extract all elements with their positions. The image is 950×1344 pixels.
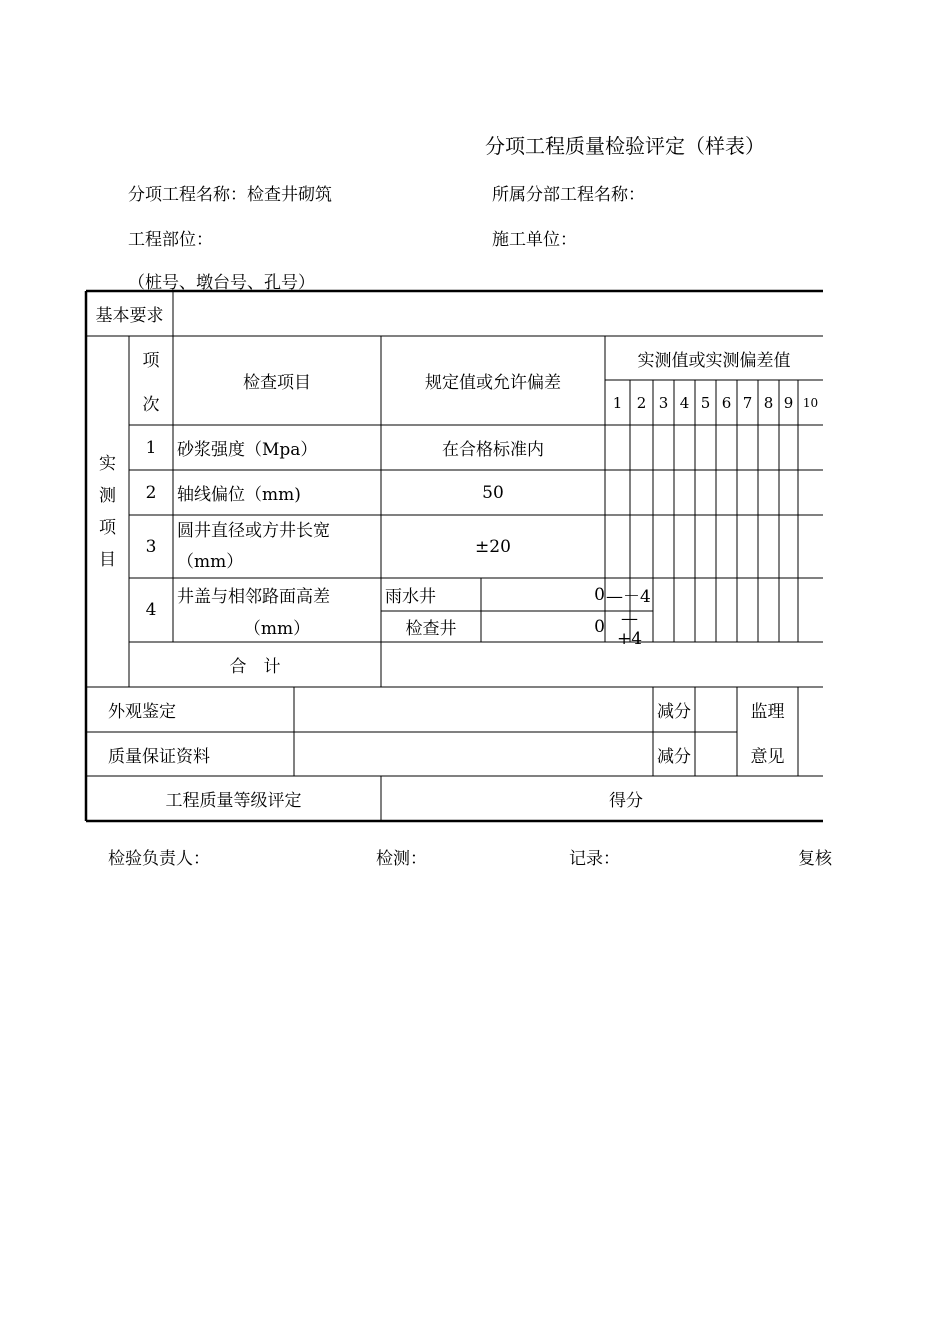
col-seq-top: 项 (142, 351, 160, 371)
sub-item-val-a: 0 (594, 584, 605, 605)
sub-item-val-b: —－4 (606, 587, 651, 607)
footer-inspector: 检验负责人： (108, 849, 210, 869)
deduct-label: 减分 (657, 746, 691, 767)
measured-items-label (86, 336, 129, 687)
measure-num: 9 (783, 393, 794, 412)
sub-item-val-b: — +4 (616, 609, 655, 649)
footer-tester: 检测： (376, 849, 427, 869)
sub-item-name: 雨水井 (385, 587, 436, 607)
row-spec: ±20 (475, 536, 511, 557)
project-name: 分项工程名称：检查井砌筑 (128, 185, 332, 205)
score-label: 得分 (609, 791, 643, 811)
supervision-label: 监理 (750, 702, 785, 722)
measure-num: 7 (742, 393, 753, 412)
measure-num: 1 (612, 393, 623, 412)
measure-num: 8 (763, 393, 774, 412)
row-seq: 4 (145, 600, 157, 620)
row-spec: 在合格标准内 (442, 440, 544, 460)
measure-num: 4 (679, 393, 690, 412)
row-seq: 3 (145, 536, 157, 557)
measured-char-2: 测 (99, 485, 116, 506)
row-item-line1: 圆井直径或方井长宽 (177, 520, 330, 541)
col-seq-bottom: 次 (142, 395, 160, 415)
measure-num: 6 (721, 393, 732, 412)
row-item: 轴线偏位（mm) (177, 485, 301, 505)
sub-item-val-a: 0 (594, 616, 605, 637)
work-location: 工程部位： (128, 230, 213, 250)
sub-item-name: 检查井 (405, 619, 457, 639)
basic-requirements-label: 基本要求 (95, 306, 164, 326)
page-title: 分项工程质量检验评定（样表） (485, 134, 765, 158)
measure-num: 5 (700, 393, 711, 412)
measure-num: 3 (658, 393, 669, 412)
row-item-line2: （mm） (243, 619, 311, 639)
station-note: （桩号、墩台号、孔号） (128, 273, 315, 293)
row-item: 砂浆强度（Mpa） (177, 440, 318, 460)
col-item-header: 检查项目 (243, 373, 311, 393)
grade-label: 工程质量等级评定 (165, 791, 302, 811)
row-spec: 50 (482, 482, 504, 503)
quality-docs-label: 质量保证资料 (108, 746, 210, 767)
row-seq: 1 (145, 437, 157, 458)
deduct-label: 减分 (657, 702, 691, 722)
total-label: 合 计 (229, 657, 281, 677)
contractor: 施工单位： (492, 230, 577, 250)
division-name: 所属分部工程名称： (492, 185, 645, 205)
row-item (173, 515, 381, 578)
measured-char-3: 项 (99, 517, 116, 538)
col-measured-header: 实测值或实测偏差值 (637, 350, 791, 371)
opinion-label: 意见 (750, 746, 785, 767)
row-item-line1: 井盖与相邻路面高差 (177, 587, 330, 607)
row-item-line2: （mm） (177, 551, 244, 572)
measure-num: 10 (802, 395, 819, 410)
col-spec-header: 规定值或允许偏差 (425, 373, 561, 393)
measured-char-1: 实 (99, 453, 116, 474)
measure-num: 2 (636, 393, 647, 412)
footer-recorder: 记录： (569, 849, 620, 869)
footer-reviewer: 复核 (798, 849, 832, 869)
appearance-label: 外观鉴定 (108, 702, 176, 722)
row-seq: 2 (145, 482, 157, 503)
measured-char-4: 目 (99, 549, 116, 570)
